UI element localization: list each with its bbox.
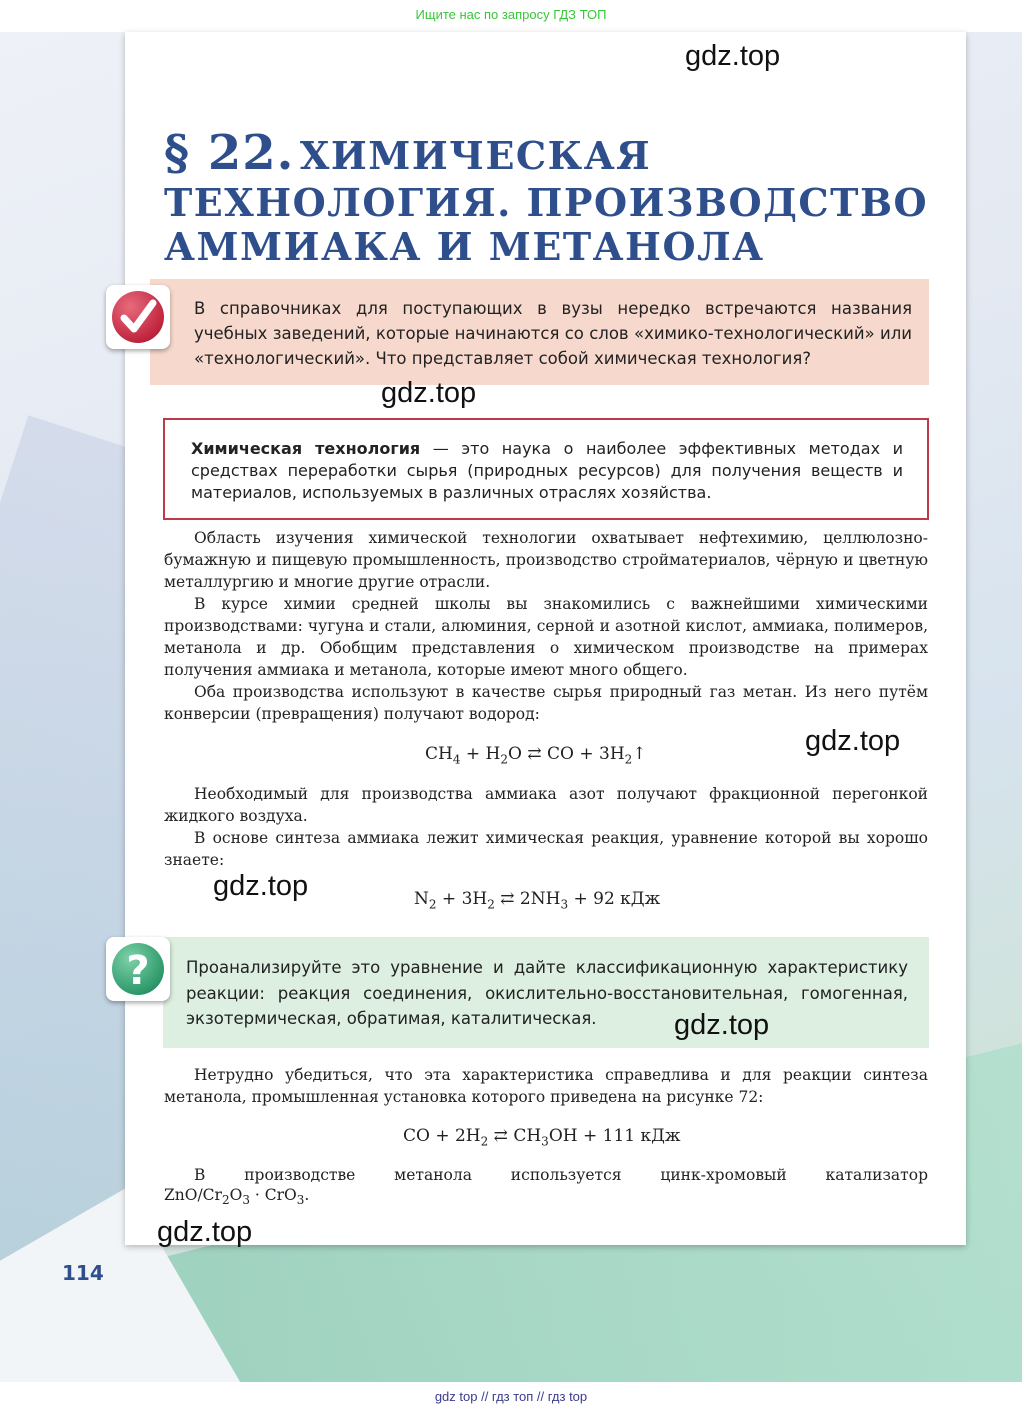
- paragraph: В производстве метанола используется цинк-хромовый катализатор: [194, 1166, 928, 1184]
- title-line: АММИАКА И МЕТАНОЛА: [164, 224, 765, 269]
- top-banner[interactable]: Ищите нас по запросу ГДЗ ТОП: [415, 7, 607, 22]
- section-title: [164, 125, 944, 269]
- paragraph: В основе синтеза аммиака лежит химическая реакция, уравнение которой вы хорошо знаете:: [164, 829, 928, 869]
- definition-text: [191, 438, 903, 504]
- definition-body: — это наука о наиболее эффективных методах и средствах переработки сырья (природных ресурсов) для получения веществ и материалов, используемых в различных отраслях хозяйства.: [191, 439, 904, 502]
- watermark: gdz.top: [674, 1009, 770, 1041]
- intro-question-text: В справочниках для поступающих в вузы нередко встречаются названия учебных заведений, которые начинаются со слов «химико-технологический» или «технологический». Что представляет собой химическая технология?: [194, 299, 912, 368]
- watermark: gdz.top: [805, 725, 901, 757]
- question-icon: [106, 937, 170, 1001]
- definition-box: [163, 418, 929, 520]
- paragraph: Нетрудно убедиться, что эта характеристика справедлива и для реакции синтеза метанола, промышленная установка которого приведена на рисунке 72:: [164, 1066, 928, 1106]
- intro-question-box: [150, 279, 929, 385]
- paragraph: Область изучения химической технологии охватывает нефтехимию, целлюлозно-бумажную и пищевую промышленность, производство стройматериалов, чёрную и цветную металлургию и многие другие отрасли.: [164, 529, 928, 591]
- watermark: gdz.top: [381, 377, 477, 409]
- body-paragraphs: [164, 1064, 928, 1108]
- watermark: gdz.top: [685, 40, 781, 72]
- body-paragraphs: [164, 783, 928, 871]
- equation-methane-conversion: $CH_4 + H_2O$ ⇄ CO + $3H_2↑$: [425, 744, 647, 767]
- svg-text:?: ?: [126, 948, 150, 994]
- paragraph: Оба производства используют в качестве сырья природный газ метан. Из него путём конверсии (превращения) получают водород:: [164, 683, 928, 723]
- body-paragraphs: [164, 527, 928, 725]
- watermark: gdz.top: [157, 1216, 253, 1248]
- question-box: [163, 937, 929, 1048]
- question-text: Проанализируйте это уравнение и дайте классификационную характеристику реакции: реакция соединения, окислительно-восстановительная, гомогенная, экзотермическая, обратимая, каталитическая.: [186, 958, 908, 1028]
- paragraph: В курсе химии средней школы вы знакомились с важнейшими химическими производствами: чугуна и стали, алюминия, серной и азотной кислот, аммиака, полимеров, метанола и др. Обобщим представления о химическом производстве на примерах получения аммиака и метанола, которые имеют много общего.: [164, 595, 928, 679]
- catalyst-paragraph: [164, 1164, 928, 1186]
- watermark: gdz.top: [213, 870, 309, 902]
- checkmark-icon: [106, 285, 170, 349]
- equation-methanol-synthesis: CO + $2H_2$ ⇄ $CH_3OH + 111$ кДж: [403, 1126, 681, 1149]
- title-line: ТЕХНОЛОГИЯ. ПРОИЗВОДСТВО: [164, 180, 929, 225]
- paragraph: Необходимый для производства аммиака азот получают фракционной перегонкой жидкого воздуха.: [164, 785, 928, 825]
- definition-term: Химическая технология: [191, 439, 421, 458]
- bottom-strip[interactable]: gdz top // гдз топ // гдз top: [0, 1382, 1022, 1415]
- page-number: 114: [62, 1261, 104, 1285]
- catalyst-formula: ZnO/$Cr_2O_3 \cdot CrO_3$.: [164, 1186, 310, 1208]
- section-number: § 22.: [164, 125, 295, 181]
- title-word: ХИМИЧЕСКАЯ: [299, 133, 652, 178]
- equation-ammonia-synthesis: $N_2 + 3H_2$ ⇄ $2NH_3 + 92$ кДж: [414, 889, 661, 912]
